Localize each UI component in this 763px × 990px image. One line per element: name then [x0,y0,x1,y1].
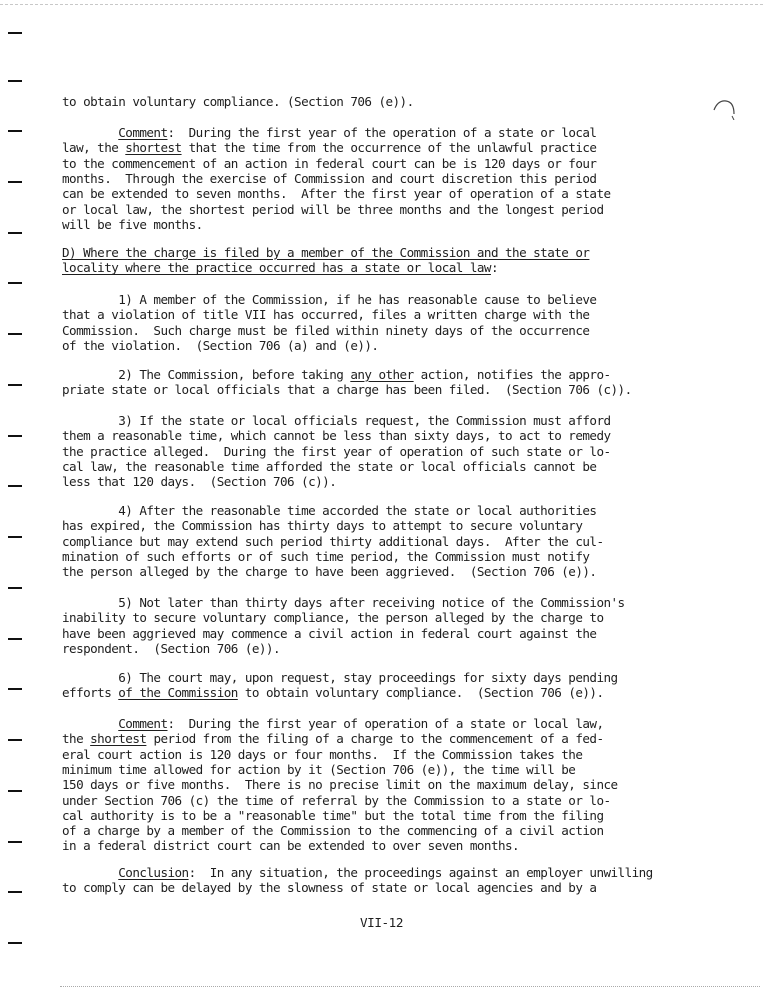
text-line [62,459,596,474]
text-line [62,518,582,533]
text-line [62,549,589,564]
text-run: have been aggrieved may commence a civil action in federal court against the [62,625,597,641]
text-line [62,534,603,549]
margin-mark [8,32,22,34]
margin-mark [8,80,22,82]
text-run: cal law, the reasonable time afforded the state or local officials cannot be [62,458,597,474]
margin-mark [8,130,22,132]
page-number: VII-12 [359,915,404,930]
margin-mark [8,739,22,741]
margin-mark [8,841,22,843]
text-run [62,865,118,880]
text-run: inability to secure voluntary compliance, the person alleged by the charge to [62,610,604,626]
text-run: months. Through the exercise of Commission and court discretion this period [62,170,597,186]
text-run: less that 120 days. (Section 706 (c)). [62,474,337,490]
text-line [62,595,625,610]
text-line [62,171,596,186]
text-run: 6) The court may, upon request, stay proceedings for sixty days pending [62,670,618,685]
text-run: or local law, the shortest period will be three months and the longest period [62,201,604,217]
text-run: : [490,260,499,276]
text-run: the [62,731,91,747]
text-line [62,382,632,397]
section-heading-line [62,245,589,260]
text-run: period from the filing of a charge to the commencement of a fed- [146,731,604,747]
text-line [62,186,611,201]
text-run: to comply can be delayed by the slowness of state or local agencies and by a [62,880,597,896]
text-line [62,880,596,895]
text-run: to obtain voluntary compliance. (Section 706 (e)). [237,685,604,701]
text-run: 1) A member of the Commission, if he has reasonable cause to believe [62,292,597,307]
margin-mark [8,688,22,690]
margin-mark [8,790,22,792]
text-line [62,94,414,109]
text-run: : During the first year of the operation of a state or local [167,125,597,140]
margin-mark [8,942,22,944]
text-line [62,626,596,641]
scan-bottom-border [60,986,760,987]
text-line [62,292,596,307]
text-line [62,670,618,685]
underlined-text-run: of the Commission [118,685,238,701]
text-run: can be extended to seven months. After the first year of operation of a state [62,186,611,202]
text-line [62,685,603,700]
text-run: in a federal district court can be extended to over seven months. [62,838,520,854]
underlined-text-run: Comment [118,125,168,140]
text-run: : In any situation, the proceedings against an employer unwilling [188,865,653,880]
text-line [62,610,603,625]
text-run: will be five months. [62,216,203,232]
text-run: cal authority is to be a "reasonable time" but the total time from the filing [62,807,604,823]
text-run: has expired, the Commission has thirty days to attempt to secure voluntary [62,518,583,534]
margin-mark [8,232,22,234]
underlined-text-run: any other [350,367,414,382]
text-line [62,503,596,518]
text-run: that the time from the occurrence of the unlawful practice [181,140,597,156]
underlined-text-run: shortest [125,140,182,156]
underlined-text-run: D) Where the charge is filed by a member of the Commission and the state or [62,245,590,260]
text-line [62,865,653,880]
underlined-text-run: Comment [118,716,168,731]
text-line [62,413,611,428]
text-run: 5) Not later than thirty days after receiving notice of the Commission's [62,595,625,610]
text-run: to the commencement of an action in federal court can be is 120 days or four [62,155,597,171]
text-line [62,217,203,232]
margin-mark [8,384,22,386]
text-run: them a reasonable time, which cannot be less than sixty days, to act to remedy [62,428,611,444]
text-run: action, notifies the appro- [413,367,611,382]
text-line [62,444,611,459]
text-line [62,323,589,338]
text-line [62,716,604,731]
margin-mark [8,891,22,893]
text-line [62,777,618,792]
text-line [62,307,589,322]
text-line [62,747,582,762]
text-run: mination of such efforts or of such time period, the Commission must notify [62,548,590,564]
scan-top-border [0,4,763,5]
text-run: of the violation. (Section 706 (a) and (e)). [62,337,379,353]
text-run: 150 days or five months. There is no precise limit on the maximum delay, since [62,777,618,793]
text-run: priate state or local officials that a charge has been filed. (Section 706 (c)). [62,382,632,398]
text-run: eral court action is 120 days or four months. If the Commission takes the [62,746,583,762]
text-line [62,156,596,171]
text-run: 4) After the reasonable time accorded the state or local authorities [62,503,597,518]
margin-mark [8,485,22,487]
text-run: the person alleged by the charge to have been aggrieved. (Section 706 (e)). [62,564,597,580]
text-run: respondent. (Section 706 (e)). [62,640,280,656]
text-run [62,716,118,731]
text-line [62,474,336,489]
text-line [62,338,378,353]
text-line [62,731,604,746]
text-run: minimum time allowed for action by it (Section 706 (e)), the time will be [62,761,576,777]
text-line [62,428,611,443]
text-run: under Section 706 (c) the time of referral by the Commission to a state or lo- [62,792,611,808]
text-run [62,125,118,140]
text-run: : During the first year of operation of a state or local law, [167,716,604,731]
underlined-text-run: Conclusion [118,865,189,880]
text-run: that a violation of title VII has occurred, files a written charge with the [62,307,590,323]
text-run: 3) If the state or local officials request, the Commission must afford [62,413,611,428]
text-run: compliance but may extend such period thirty additional days. After the cul- [62,533,604,549]
text-line [62,564,596,579]
underlined-text-run: shortest [90,731,147,747]
text-run: efforts [62,685,119,701]
text-line [62,140,596,155]
text-line [62,823,603,838]
margin-mark [8,587,22,589]
text-line [62,641,280,656]
text-line [62,202,603,217]
text-run: law, the [62,140,126,156]
text-run: 2) The Commission, before taking [62,367,351,382]
text-run: the practice alleged. During the first year of operation of such state or lo- [62,443,611,459]
margin-mark [8,435,22,437]
text-line [62,367,611,382]
text-line [62,762,575,777]
text-line [62,793,611,808]
margin-mark [8,638,22,640]
margin-mark [8,536,22,538]
text-line [62,125,596,140]
text-run: of a charge by a member of the Commission to the commencing of a civil action [62,823,604,839]
margin-mark [8,282,22,284]
margin-mark [8,333,22,335]
text-line [62,838,519,853]
underlined-text-run: locality where the practice occurred has a state or local law [62,260,491,276]
text-run: to obtain voluntary compliance. (Section 706 (e)). [62,94,414,109]
margin-mark [8,181,22,183]
section-heading-line [62,260,498,275]
text-run: Commission. Such charge must be filed within ninety days of the occurrence [62,322,590,338]
corner-curl-mark [712,96,736,120]
text-line [62,808,603,823]
